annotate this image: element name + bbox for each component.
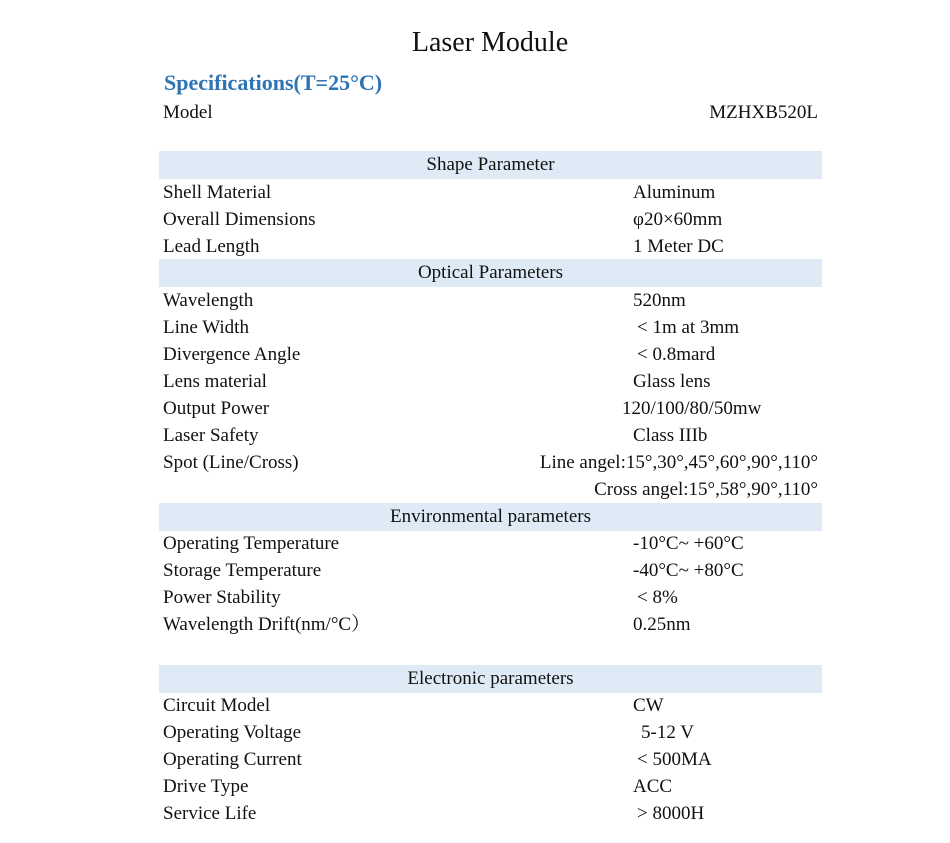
row-value: CW: [633, 695, 664, 716]
section-header-shape: Shape Parameter: [159, 151, 822, 179]
specifications-heading: Specifications(T=25°C): [164, 70, 383, 95]
row-label: Operating Voltage: [163, 722, 302, 743]
row-label: Overall Dimensions: [163, 209, 316, 230]
row-value: 1 Meter DC: [633, 236, 724, 257]
section-header-electronic: Electronic parameters: [159, 665, 822, 693]
row-label: Laser Safety: [163, 425, 259, 446]
section-header-optical: Optical Parameters: [159, 259, 822, 287]
row-value: Cross angel:15°,58°,90°,110°: [594, 479, 818, 500]
table-row: [159, 800, 822, 827]
table-row: [159, 395, 822, 422]
table-row: [159, 314, 822, 341]
row-label: Operating Current: [163, 749, 302, 770]
row-value: 120/100/80/50mw: [622, 398, 762, 419]
section-header-environmental: Environmental parameters: [159, 503, 822, 531]
row-label: Storage Temperature: [163, 560, 322, 581]
row-label: Line Width: [163, 317, 249, 338]
row-label: Drive Type: [163, 776, 249, 797]
table-row: [159, 368, 822, 395]
row-label: Circuit Model: [163, 695, 271, 716]
row-label: Spot (Line/Cross): [163, 452, 299, 473]
row-value: 520nm: [633, 290, 686, 311]
table-row: [159, 746, 822, 773]
model-label: Model: [163, 102, 213, 123]
row-label: Lead Length: [163, 236, 260, 257]
row-value: < 0.8mard: [637, 344, 716, 365]
row-value: < 8%: [637, 587, 678, 608]
page-title: Laser Module: [411, 27, 569, 58]
table-row: [159, 557, 822, 584]
table-row: [159, 719, 822, 746]
row-value: Glass lens: [633, 371, 711, 392]
row-label: Power Stability: [163, 587, 281, 608]
table-row: [159, 287, 822, 314]
row-label: Output Power: [163, 398, 270, 419]
row-value: > 8000H: [637, 803, 705, 824]
table-row: [159, 206, 822, 233]
row-label: Wavelength Drift(nm/°C）: [163, 614, 371, 635]
model-row: [159, 99, 822, 126]
table-row: [159, 476, 822, 503]
row-label: Operating Temperature: [163, 533, 340, 554]
row-value: Line angel:15°,30°,45°,60°,90°,110°: [539, 452, 818, 473]
table-row: [159, 422, 822, 449]
row-label: Shell Material: [163, 182, 272, 203]
table-row: [159, 773, 822, 800]
row-label: Service Life: [163, 803, 257, 824]
row-value: < 500MA: [637, 749, 712, 770]
row-value: Aluminum: [633, 182, 716, 203]
row-value: ACC: [633, 776, 673, 797]
row-label: Lens material: [163, 371, 267, 392]
model-value: MZHXB520L: [709, 102, 818, 123]
row-value: φ20×60mm: [633, 209, 723, 230]
table-row: [159, 530, 822, 557]
row-value: -40°C~ +80°C: [633, 560, 744, 581]
row-label: Divergence Angle: [163, 344, 301, 365]
table-row: [159, 233, 822, 260]
row-label: Wavelength: [163, 290, 254, 311]
row-value: -10°C~ +60°C: [633, 533, 744, 554]
table-row: [159, 341, 822, 368]
table-row: [159, 584, 822, 611]
table-row: [159, 449, 822, 476]
table-row: [159, 179, 822, 206]
row-value: < 1m at 3mm: [637, 317, 740, 338]
row-value: 0.25nm: [633, 614, 691, 635]
row-value: Class IIIb: [633, 425, 708, 446]
table-row: [159, 692, 822, 719]
row-value: 5-12 V: [641, 722, 694, 743]
table-row: [159, 611, 822, 638]
